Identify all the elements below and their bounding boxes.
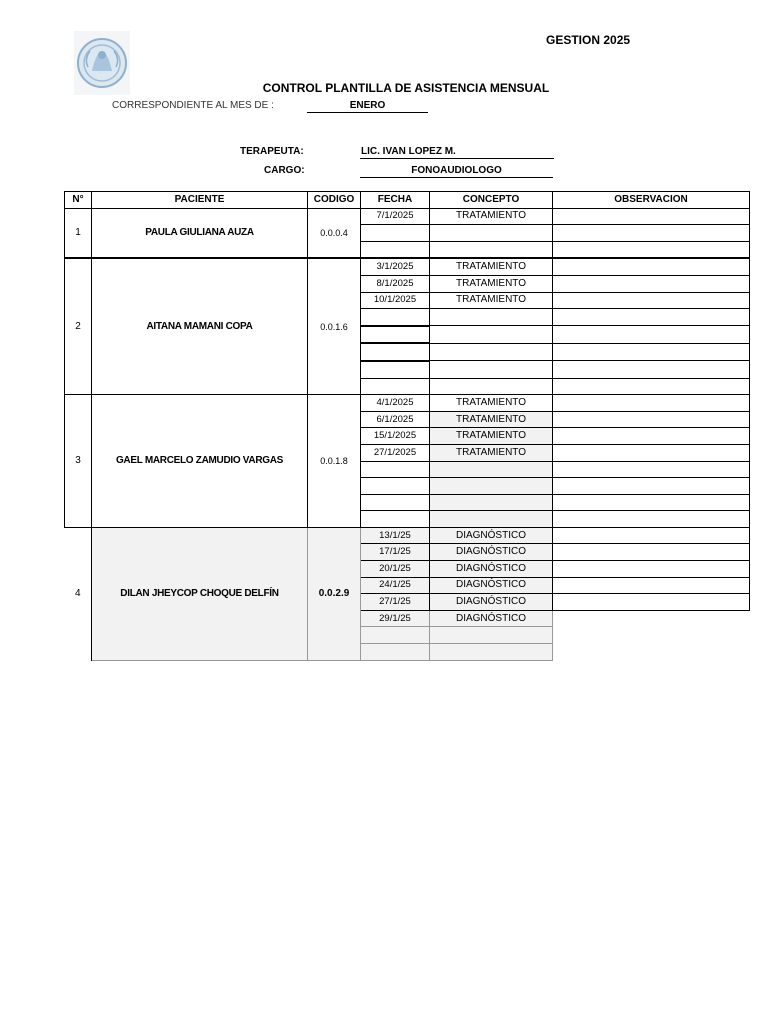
patient-number: 1 [65, 208, 92, 258]
session-concept: TRATAMIENTO [430, 208, 553, 225]
session-concept [430, 478, 553, 495]
col-header-observation: OBSERVACION [553, 192, 750, 209]
patient-code: 0.0.1.6 [308, 258, 361, 394]
patient-code: 0.0.2.9 [308, 527, 361, 660]
session-concept: TRATAMIENTO [430, 395, 553, 412]
session-concept [430, 644, 553, 661]
session-date [361, 627, 430, 644]
session-date [361, 326, 430, 344]
col-header-code: CODIGO [308, 192, 361, 209]
session-observation [553, 395, 750, 412]
session-date [361, 494, 430, 511]
col-header-date: FECHA [361, 192, 430, 209]
session-observation [553, 478, 750, 495]
session-concept: TRATAMIENTO [430, 428, 553, 445]
session-observation [553, 241, 750, 258]
session-date: 17/1/25 [361, 544, 430, 561]
session-date: 6/1/2025 [361, 411, 430, 428]
session-concept: DIAGNÓSTICO [430, 610, 553, 627]
session-observation [553, 292, 750, 309]
therapist-value: LIC. IVAN LOPEZ M. [360, 146, 554, 159]
session-observation [553, 225, 750, 242]
session-observation [553, 544, 750, 561]
session-concept [430, 241, 553, 258]
col-header-number: N° [65, 192, 92, 209]
session-date: 15/1/2025 [361, 428, 430, 445]
col-header-concept: CONCEPTO [430, 192, 553, 209]
patient-code: 0.0.0.4 [308, 208, 361, 258]
table-header-row [65, 192, 750, 209]
session-date: 24/1/25 [361, 577, 430, 594]
session-date: 10/1/2025 [361, 292, 430, 309]
session-date: 3/1/2025 [361, 258, 430, 275]
session-observation [553, 494, 750, 511]
patient-name: GAEL MARCELO ZAMUDIO VARGAS [92, 395, 308, 528]
session-concept: DIAGNÓSTICO [430, 544, 553, 561]
session-date [361, 343, 430, 361]
session-date: 8/1/2025 [361, 275, 430, 292]
session-concept [430, 326, 553, 344]
session-date: 27/1/25 [361, 594, 430, 611]
session-date [361, 361, 430, 378]
attendance-table [64, 191, 750, 661]
patient-code: 0.0.1.8 [308, 395, 361, 528]
session-date [361, 225, 430, 242]
session-observation [553, 511, 750, 528]
table-row [65, 395, 750, 412]
session-date: 4/1/2025 [361, 395, 430, 412]
patient-name: DILAN JHEYCOP CHOQUE DELFÍN [92, 527, 308, 660]
patient-number: 3 [65, 395, 92, 528]
session-observation [553, 343, 750, 361]
session-concept: DIAGNÓSTICO [430, 577, 553, 594]
session-concept: TRATAMIENTO [430, 292, 553, 309]
session-observation [553, 644, 750, 661]
session-date [361, 478, 430, 495]
session-concept: DIAGNÓSTICO [430, 527, 553, 544]
session-concept: TRATAMIENTO [430, 411, 553, 428]
patient-name: PAULA GIULIANA AUZA [92, 208, 308, 258]
patient-name: AITANA MAMANI COPA [92, 258, 308, 394]
patient-number: 4 [65, 527, 92, 660]
session-date [361, 511, 430, 528]
session-observation [553, 411, 750, 428]
therapist-label: TERAPEUTA: [240, 146, 304, 157]
session-concept [430, 627, 553, 644]
session-concept: DIAGNÓSTICO [430, 594, 553, 611]
session-concept [430, 225, 553, 242]
session-date: 13/1/25 [361, 527, 430, 544]
session-observation [553, 361, 750, 378]
session-date [361, 241, 430, 258]
session-date: 7/1/2025 [361, 208, 430, 225]
session-date [361, 309, 430, 326]
session-observation [553, 444, 750, 461]
session-date [361, 644, 430, 661]
session-date: 29/1/25 [361, 610, 430, 627]
session-concept [430, 494, 553, 511]
session-observation [553, 461, 750, 478]
table-row [65, 527, 750, 544]
session-concept [430, 461, 553, 478]
session-observation [553, 610, 750, 627]
table-row [65, 258, 750, 275]
session-date: 20/1/25 [361, 561, 430, 578]
session-concept [430, 378, 553, 395]
position-label: CARGO: [264, 165, 305, 176]
month-value: ENERO [307, 100, 428, 113]
session-concept: TRATAMIENTO [430, 444, 553, 461]
session-observation [553, 258, 750, 275]
session-concept: TRATAMIENTO [430, 275, 553, 292]
session-date: 27/1/2025 [361, 444, 430, 461]
position-value: FONOAUDIOLOGO [360, 165, 553, 178]
gestion-year: GESTION 2025 [546, 33, 631, 47]
col-header-patient: PACIENTE [92, 192, 308, 209]
session-concept: DIAGNÓSTICO [430, 561, 553, 578]
session-observation [553, 378, 750, 395]
session-date [361, 378, 430, 395]
table-row [65, 208, 750, 225]
session-observation [553, 627, 750, 644]
session-date [361, 461, 430, 478]
session-observation [553, 527, 750, 544]
session-observation [553, 561, 750, 578]
session-observation [553, 275, 750, 292]
session-concept [430, 309, 553, 326]
session-observation [553, 594, 750, 611]
session-observation [553, 208, 750, 225]
session-observation [553, 428, 750, 445]
session-concept [430, 511, 553, 528]
session-observation [553, 577, 750, 594]
session-concept [430, 343, 553, 361]
session-concept: TRATAMIENTO [430, 258, 553, 275]
session-observation [553, 309, 750, 326]
session-observation [553, 326, 750, 344]
page-title: CONTROL PLANTILLA DE ASISTENCIA MENSUAL [262, 81, 550, 95]
patient-number: 2 [65, 258, 92, 394]
session-concept [430, 361, 553, 378]
month-label: CORRESPONDIENTE AL MES DE : [112, 100, 274, 111]
